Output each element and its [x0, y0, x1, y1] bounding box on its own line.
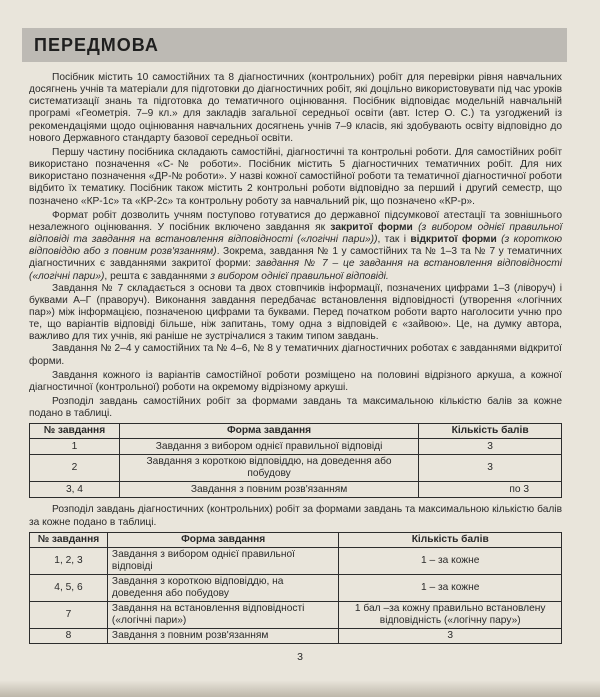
cell-form: Завдання з короткою відповіддю, на доведення або побудову: [119, 455, 418, 482]
paragraph-table2-intro: Розподіл завдань діагностичних (контрольних) робіт за формами завдань та максимальною кількістю балів за кожне подано в таблиці.: [29, 504, 562, 528]
paragraph-intro: Посібник містить 10 самостійних та 8 діагностичних (контрольних) робіт для перевірки рівня навчальних досягнень учнів та матеріали для підготовки до діагностичних робіт, які доцільно використовувати під час уроків систематизації знань та підготовка до тематичного оцінювання. Посібник відповідає модельній навчальній програмі «Геометрія. 7–9 кл.» для закладів загальної середньої освіти (авт. Істер О. С.) та узгоджений із рекомендаціями щодо оцінювання навчальних досягнень учнів 7–9 класів, які здобувають освіту відповідно до нового Державного стандарту базової середньої освіти.: [29, 72, 562, 144]
table-row: [30, 628, 562, 643]
table-header-row: [30, 532, 562, 547]
cell-number: 2: [30, 455, 120, 482]
cell-points: 1 – за кожне: [339, 547, 562, 574]
text-span: . Зокрема, завдання № 1 у самостійних та № 1–3 та № 7 у тематичних діагностичних є завданнями закритої форми:: [29, 246, 562, 270]
table-header-row: [30, 424, 562, 439]
table-row: [30, 439, 562, 455]
table-diagnostic-works: [29, 532, 562, 644]
italic-note: (з вибором однієї правильної відповіді та завдання на встановлення відповідності («логічні пари»)): [29, 221, 562, 246]
cell-number: 1, 2, 3: [30, 547, 108, 574]
text-span: , решта є завданнями: [104, 270, 211, 282]
paragraph-open-tasks: Завдання № 2–4 у самостійних та № 4–6, № 8 у тематичних діагностичних роботах є завданнями відкритої форми.: [29, 343, 562, 367]
cell-form: Завдання з вибором однієї правильної відповіді: [107, 547, 339, 574]
text-span: , так і: [377, 234, 411, 246]
header-task-form: Форма завдання: [119, 424, 418, 439]
page-number: 3: [297, 651, 303, 663]
table-row: [30, 482, 562, 498]
cell-form: Завдання з повним розв'язанням: [107, 628, 339, 643]
paragraph-sheets: Завдання кожного із варіантів самостійної роботи розміщено на половині відрізного аркуша, а кожної діагностичної (контрольної) роботи на окремому відрізному аркуші.: [29, 369, 562, 393]
italic-note: завдання № 7 – це завдання на встановлення відповідності («логічні пари»): [29, 258, 562, 282]
table-row: [30, 547, 562, 574]
content-body: [29, 72, 562, 644]
cell-points: по 3: [419, 482, 562, 498]
cell-points: 1 – за кожне: [339, 574, 562, 601]
header-task-number: № завдання: [30, 532, 108, 547]
header-task-number: № завдання: [30, 424, 120, 439]
cell-number: 1: [30, 439, 120, 455]
cell-points: 3: [339, 628, 562, 643]
cell-form: Завдання з короткою відповіддю, на доведення або побудову: [107, 574, 339, 601]
cell-points: 3: [419, 439, 562, 455]
cell-form: Завдання з вибором однієї правильної відповіді: [119, 439, 418, 455]
table-row: [30, 455, 562, 482]
header-points: Кількість балів: [339, 532, 562, 547]
cell-points: 1 бал –за кожну правильно встановлену відповідність («логічну пару»): [339, 601, 562, 628]
bold-term-open: відкритої форми: [410, 234, 497, 246]
cell-number: 3, 4: [30, 482, 120, 498]
paragraph-task7: Завдання № 7 складається з основи та двох стовпчиків інформації, позначених цифрами 1–3 (ліворуч) і буквами А–Г (праворуч). Виконання завдання передбачає встановлення відповідності (утворення «логічних пар») між інформацією, позначеною цифрами та буквами. Перед початком роботи варто наголосити учню про те, що варіантів відповіді більше, ніж запитань, тому одна з відповідей є «зайвою». Це, на думку автора, важливо для тих учнів, які раніше не зустрічалися з таким типом завдань.: [29, 282, 562, 343]
cell-number: 4, 5, 6: [30, 574, 108, 601]
cell-form: Завдання з повним розв'язанням: [119, 482, 418, 498]
cell-points: 3: [419, 455, 562, 482]
text-span: Формат робіт дозволить учням поступово готуватися до державної підсумкової атестації та зовнішнього незалежного оцінювання. У посібник включено завдання як: [29, 209, 562, 233]
cell-form: Завдання на встановлення відповідності («логічні пари»): [107, 601, 339, 628]
table-independent-works: [29, 423, 562, 498]
table-row: [30, 574, 562, 601]
paragraph-format: [29, 210, 562, 283]
section-header: [22, 28, 567, 62]
header-task-form: Форма завдання: [107, 532, 339, 547]
page-title: ПЕРЕДМОВА: [34, 35, 159, 55]
paragraph-structure: Першу частину посібника складають самостійні, діагностичні та контрольні роботи. Для самостійних робіт використано позначення «С-№ роботи». Посібник містить 5 діагностичних тематичних робіт. Для них використано позначення «ДР-№ роботи». У назві кожної самостійної роботи та тематичної діагностичної роботи відбито їх тематику. Посібник також містить 2 контрольні роботи відповідно за перший і другий семестр, що позначено «КР-1с» та «КР-2с» та контрольну роботу за навчальний рік, що позначено «КР-р».: [29, 146, 562, 207]
italic-note: з вибором однієї правильної відповіді.: [210, 270, 389, 282]
cell-number: 8: [30, 628, 108, 643]
table-row: [30, 601, 562, 628]
italic-note: (з короткою відповіддю або з повним розв'язанням): [29, 234, 562, 258]
page-edge: [0, 680, 600, 697]
bold-term-closed: закритої форми: [330, 221, 413, 233]
header-points: Кількість балів: [419, 424, 562, 439]
cell-number: 7: [30, 601, 108, 628]
paragraph-table1-intro: Розподіл завдань самостійних робіт за формами завдань та максимальною кількістю балів за кожне подано в таблиці.: [29, 396, 562, 420]
